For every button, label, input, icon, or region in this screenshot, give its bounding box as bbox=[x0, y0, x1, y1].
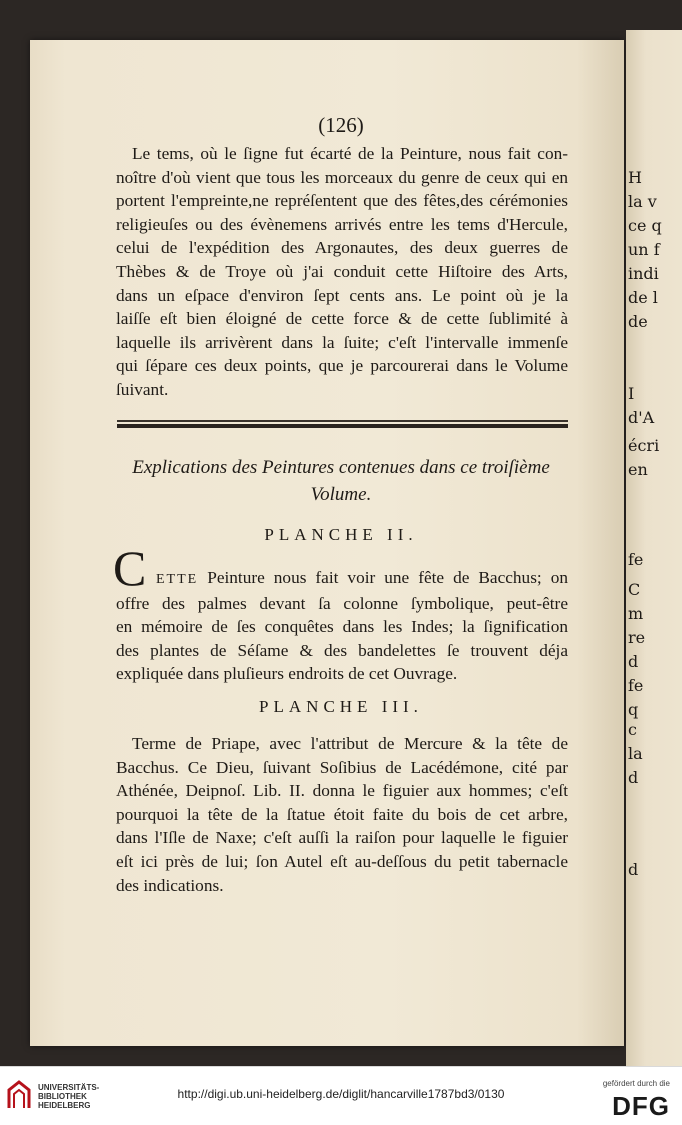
planche-3-title: PLANCHE III. bbox=[259, 697, 423, 716]
drop-cap: C bbox=[113, 540, 147, 596]
next-page-fragment: re bbox=[628, 628, 646, 647]
paragraph-intro-line: dans un eſpace d'environ ſept cents ans. Le point où je la bbox=[116, 285, 568, 305]
paragraph-intro-line: Le tems, où le ſigne fut écarté de la Peinture, nous fait con- bbox=[132, 144, 568, 163]
next-page-fragment: c bbox=[628, 720, 637, 739]
next-page-fragment: q bbox=[628, 700, 639, 719]
next-page-fragment: fe bbox=[628, 550, 644, 569]
next-page-fragment: la bbox=[628, 744, 643, 763]
paragraph-intro-line: laquelle ils arrivèrent dans la ſuite; c'eſt l'intervalle immenſe bbox=[116, 332, 568, 352]
paragraph-planche-2 bbox=[116, 566, 568, 686]
paragraph-planche-3-line: Bacchus. Ce Dieu, ſuivant Soſibius de Lacédémone, cité par bbox=[116, 757, 568, 777]
paragraph-intro-line: religieuſes ou des évènemens arrivés entre les tems d'Hercule, bbox=[116, 214, 568, 234]
next-page-fragment: fe bbox=[628, 676, 644, 695]
heading-line-1: Explications des Peintures contenues dans ce troiſième bbox=[132, 457, 550, 478]
heading-line-2: Volume. bbox=[310, 484, 372, 505]
next-page-fragment: d'A bbox=[628, 408, 655, 427]
library-name-line-3: HEIDELBERG bbox=[38, 1101, 91, 1110]
permalink-url[interactable]: http://digi.ub.uni-heidelberg.de/diglit/hancarville1787bd3/0130 bbox=[177, 1087, 505, 1101]
next-page-fragment: ce q bbox=[628, 216, 662, 235]
paragraph-planche-3-line: eſt ici près de lui; ſon Autel eſt au-deſſous du petit tabernacle bbox=[116, 851, 568, 871]
paragraph-planche-3-line: des indications. bbox=[116, 875, 224, 895]
paragraph-planche-3-line: Athénée, Deipnoſ. Lib. II. donna le figuier aux hommes; c'eſt bbox=[116, 781, 568, 801]
next-page-fragment: m bbox=[628, 604, 644, 623]
next-page-fragment: d bbox=[628, 652, 639, 671]
paragraph-planche-2-line: expliquée dans pluſieurs endroits de cet Ouvrage. bbox=[116, 664, 458, 684]
paragraph-intro-line: ſuivant. bbox=[116, 379, 169, 399]
paragraph-intro-line: Thèbes & de Troye où j'ai conduit cette Hiſtoire des Arts, bbox=[116, 261, 568, 281]
next-page-fragment: de l bbox=[628, 288, 658, 307]
next-page-fragment: en bbox=[628, 460, 648, 479]
next-page-fragment: I bbox=[628, 384, 635, 403]
planche-2-title: PLANCHE II. bbox=[264, 525, 418, 544]
paragraph-planche-2-line: des plantes de Séſame & des bandelettes ſe trouvent déja bbox=[116, 640, 568, 660]
next-page-fragment: H bbox=[628, 168, 642, 187]
paragraph-planche-3-line: dans l'Iſle de Naxe; c'eſt auſſi la raiſon pour laquelle le figuier bbox=[116, 828, 568, 848]
next-page-fragment: un f bbox=[628, 240, 660, 259]
divider-rule-thick bbox=[117, 424, 568, 428]
paragraph-planche-3-line: Terme de Priape, avec l'attribut de Mercure & la tête de bbox=[132, 734, 568, 753]
paragraph-intro-line: celui de l'expédition des Argonautes, des deux guerres de bbox=[116, 238, 568, 258]
paragraph-planche-2-body bbox=[116, 592, 568, 686]
next-page-fragment: écri bbox=[628, 436, 660, 455]
next-page-fragment: la v bbox=[628, 192, 657, 211]
paragraph-intro-line: qui ſépare ces deux points, que je parcourerai dans le Volume bbox=[116, 356, 568, 376]
paragraph-intro-line: laiſſe eſt bien éloigné de cette force & de cette ſublimité à bbox=[116, 309, 568, 329]
next-page-fragment: indi bbox=[628, 264, 659, 283]
next-page-fragment: de bbox=[628, 312, 648, 331]
library-name-line-1: UNIVERSITÄTS- bbox=[38, 1083, 100, 1092]
paragraph-planche-2-first-text: Peinture nous fait voir une fête de Bacchus; on bbox=[198, 568, 568, 587]
next-page-fragment: d bbox=[628, 768, 639, 787]
paragraph-planche-3-line: pourquoi la tête de la ſtatue étoit faite du bois de cet arbre, bbox=[116, 804, 568, 824]
library-name-line-2: BIBLIOTHEK bbox=[38, 1092, 87, 1101]
paragraph-intro-line: portent l'empreinte,ne repréſentent que des fêtes,des cérémonies bbox=[116, 191, 568, 211]
next-page-fragment: d bbox=[628, 860, 639, 879]
cette-smallcaps: ETTE bbox=[156, 572, 199, 587]
dfg-logo: DFG bbox=[612, 1091, 670, 1121]
page-number: (126) bbox=[318, 113, 364, 137]
funded-by-text: gefördert durch die bbox=[602, 1079, 670, 1088]
paragraph-planche-2-first-line bbox=[116, 566, 568, 592]
paragraph-planche-2-line: offre des palmes devant ſa colonne ſymbolique, peut-être bbox=[116, 593, 568, 613]
paragraph-intro-line: noître d'où vient que tous les morceaux du genre de ceux qui en bbox=[116, 167, 568, 187]
paragraph-planche-3 bbox=[116, 732, 568, 897]
divider-rule-thin bbox=[117, 420, 568, 422]
paragraph-planche-2-line: en mémoire de ſes conquêtes dans les Indes; la ſignification bbox=[116, 617, 568, 637]
paragraph-intro bbox=[116, 142, 568, 402]
footer-bar bbox=[0, 1066, 682, 1125]
section-heading bbox=[110, 454, 572, 508]
next-page-fragment: C bbox=[628, 580, 641, 599]
